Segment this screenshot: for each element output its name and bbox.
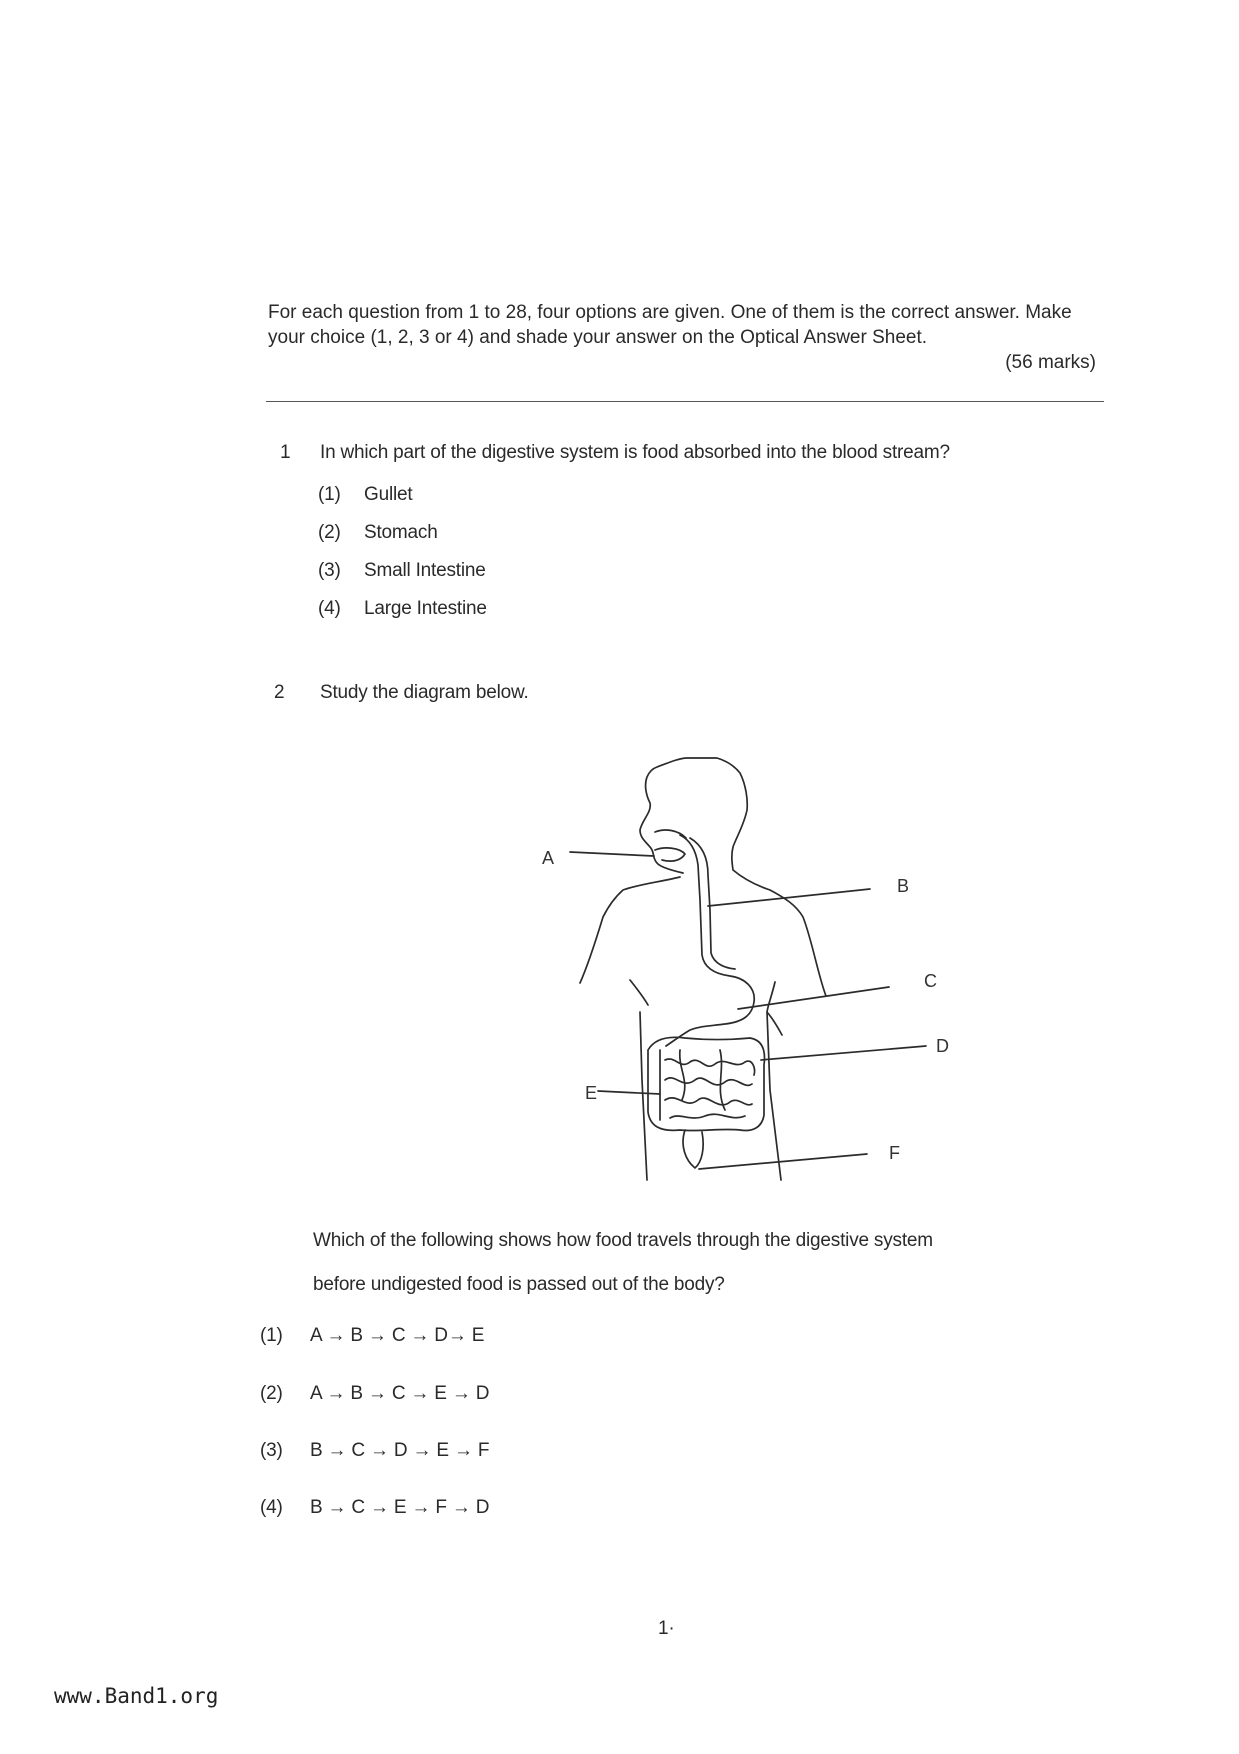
leader-line-d	[761, 1046, 926, 1060]
small-intestine	[648, 1037, 764, 1130]
q2-option-1: A → B → C → D→ E	[310, 1325, 485, 1346]
q1-option-num-1: (1)	[318, 484, 341, 505]
leader-line-e	[598, 1091, 660, 1094]
q2-option-num-2: (2)	[260, 1383, 283, 1404]
q1-option-num-2: (2)	[318, 522, 341, 543]
diagram-label-a: A	[542, 848, 555, 868]
diagram-label-f: F	[889, 1143, 900, 1163]
torso-right	[767, 982, 782, 1180]
leader-line-b	[708, 889, 870, 906]
q1-option-4: Large Intestine	[364, 598, 487, 619]
rectum	[683, 1130, 703, 1168]
diagram-label-d: D	[936, 1036, 949, 1056]
head-outline	[640, 758, 826, 996]
instructions-text: For each question from 1 to 28, four options are given. One of them is the correct answer. Make your choice (1, 2, 3 or 4) and shade your answer on the Optical Answer Sheet.	[268, 302, 1072, 348]
digestive-system-diagram	[530, 750, 960, 1190]
q1-option-3: Small Intestine	[364, 560, 486, 581]
q1-option-2: Stomach	[364, 522, 438, 543]
question-number-1: 1	[280, 442, 291, 463]
divider	[266, 401, 1104, 402]
question-2-prompt-line-1: Which of the following shows how food travels through the digestive system	[313, 1230, 933, 1251]
torso-left	[630, 980, 648, 1180]
human-body-diagram	[530, 750, 960, 1190]
q2-option-num-1: (1)	[260, 1325, 283, 1346]
left-shoulder	[580, 877, 680, 983]
watermark: www.Band1.org	[54, 1684, 219, 1708]
question-2-prompt-line-2: before undigested food is passed out of the body?	[313, 1274, 725, 1295]
question-2-text: Study the diagram below.	[320, 682, 529, 703]
q1-option-num-4: (4)	[318, 598, 341, 619]
leader-line-c	[738, 987, 889, 1009]
marks-total: (56 marks)	[1005, 352, 1096, 373]
q2-option-num-3: (3)	[260, 1440, 283, 1461]
question-1-text: In which part of the digestive system is food absorbed into the blood stream?	[320, 442, 950, 463]
question-number-2: 2	[274, 682, 285, 703]
q2-option-2: A → B → C → E → D	[310, 1383, 490, 1404]
q2-option-num-4: (4)	[260, 1497, 283, 1518]
q1-option-num-3: (3)	[318, 560, 341, 581]
q1-option-1: Gullet	[364, 484, 413, 505]
instructions	[268, 300, 1096, 373]
diagram-label-b: B	[897, 876, 910, 896]
q2-option-3: B → C → D → E → F	[310, 1440, 490, 1461]
esophagus	[666, 835, 754, 1046]
leader-line-a	[570, 852, 654, 856]
mouth-cavity	[655, 830, 686, 861]
diagram-label-c: C	[924, 971, 937, 991]
diagram-label-e: E	[585, 1083, 598, 1103]
page-number: 1·	[658, 1618, 675, 1639]
q2-option-4: B → C → E → F → D	[310, 1497, 490, 1518]
leader-line-f	[699, 1154, 867, 1169]
